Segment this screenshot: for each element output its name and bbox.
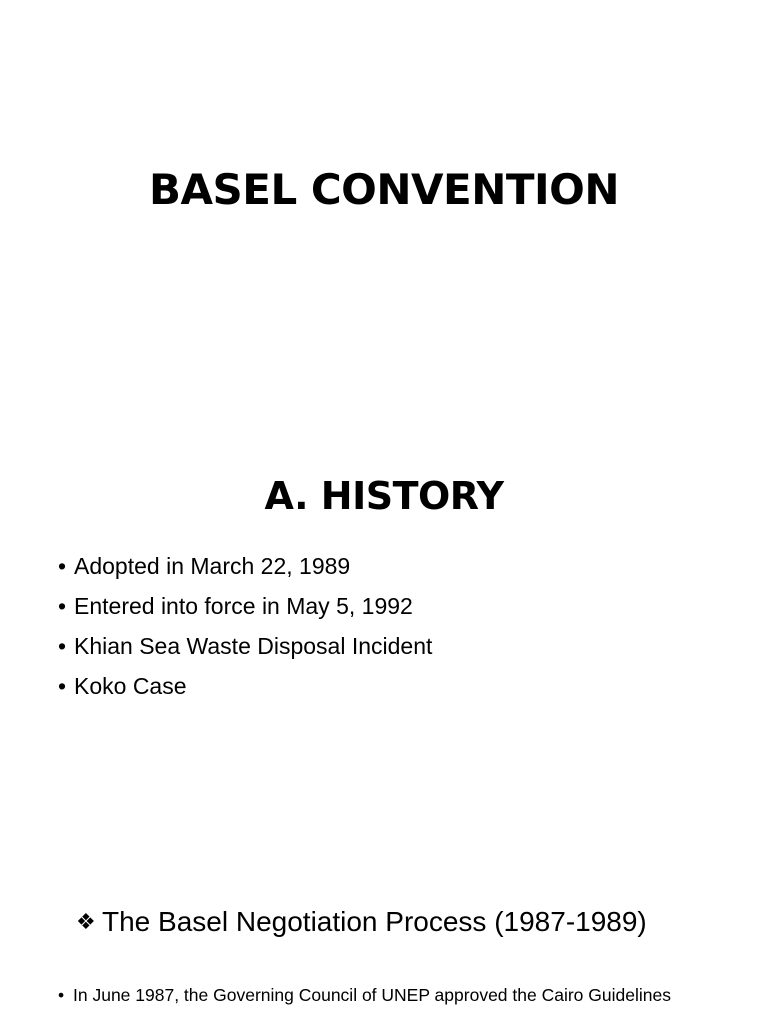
list-item bbox=[58, 985, 698, 1006]
section-heading-negotiation-process bbox=[76, 900, 647, 944]
list-item bbox=[58, 626, 432, 666]
history-bullet-list bbox=[58, 546, 432, 706]
list-item-text: Entered into force in May 5, 1992 bbox=[74, 593, 413, 619]
list-item bbox=[58, 586, 432, 626]
diamond-bullet-icon: ❖ bbox=[76, 909, 96, 934]
list-item bbox=[58, 666, 432, 706]
bullet-dot-icon: • bbox=[58, 985, 65, 1005]
bullet-dot-icon: • bbox=[58, 673, 67, 699]
list-item-text: Adopted in March 22, 1989 bbox=[74, 553, 351, 579]
list-item-text: In June 1987, the Governing Council of UNEP approved the Cairo Guidelines bbox=[73, 985, 671, 1005]
bullet-dot-icon: • bbox=[58, 633, 67, 659]
list-item-text: Koko Case bbox=[74, 673, 187, 699]
bullet-dot-icon: • bbox=[58, 553, 67, 579]
list-item bbox=[58, 546, 432, 586]
section-heading-text: The Basel Negotiation Process (1987-1989) bbox=[102, 906, 647, 937]
section-title-history: A. HISTORY bbox=[264, 474, 504, 518]
negotiation-bullet-list bbox=[58, 985, 698, 1006]
slide-title-basel-convention: BASEL CONVENTION bbox=[149, 165, 619, 214]
bullet-dot-icon: • bbox=[58, 593, 67, 619]
list-item-text: Khian Sea Waste Disposal Incident bbox=[74, 633, 433, 659]
